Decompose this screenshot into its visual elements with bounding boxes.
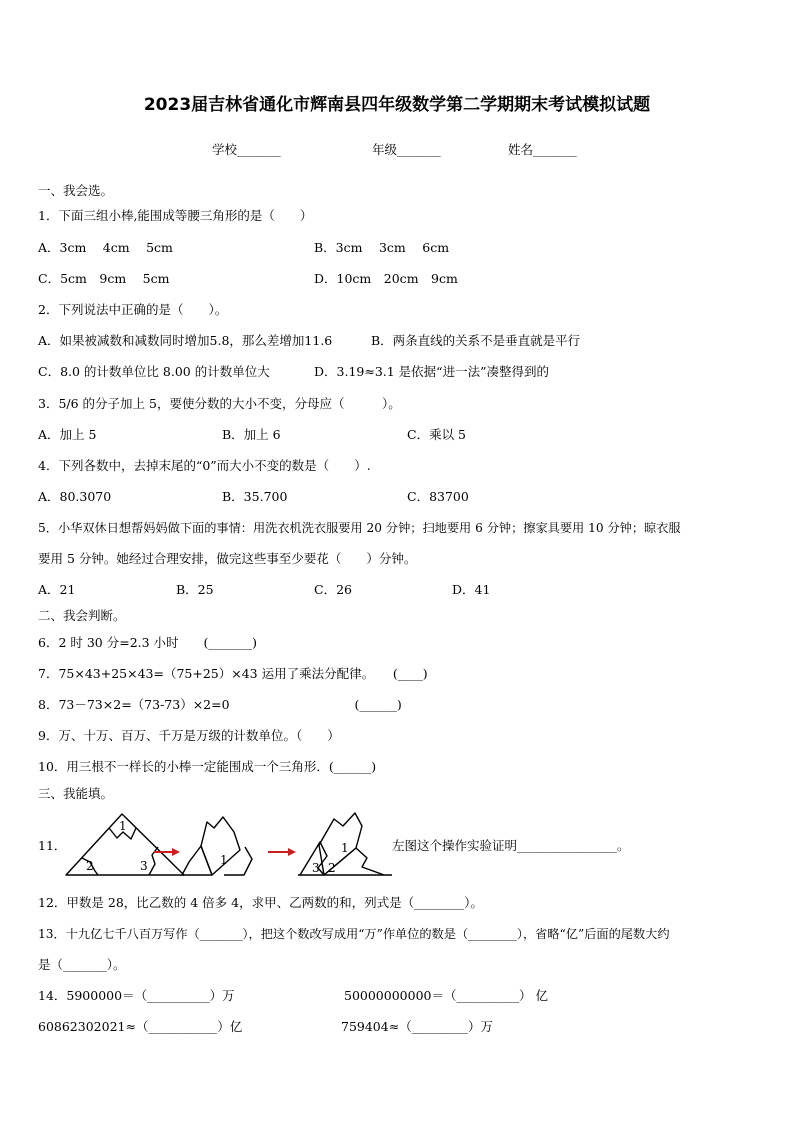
question-9: 9．万、十万、百万、千万是万级的计数单位。（ ） (38, 728, 340, 743)
angle-label-2: 2 (86, 859, 94, 873)
section-heading-fill: 三、我能填。 (38, 786, 114, 801)
question-2-stem: 2．下列说法中正确的是（ ）。 (38, 302, 228, 317)
red-arrow-1-head (172, 848, 180, 856)
question-1-option-b: B．3cm 3cm 6cm (314, 240, 450, 255)
torn-piece-bottom-left (182, 846, 212, 875)
question-4-option-b: B．35.700 (222, 489, 288, 504)
angle-label-3: 3 (140, 859, 148, 873)
red-arrow-2-shaft (268, 851, 288, 853)
question-2-option-a: A．如果被减数和减数同时增加5.8，那么差增加11.6 (38, 333, 333, 348)
question-5-option-b: B．25 (176, 582, 214, 597)
school-field: 学校_______ (212, 142, 281, 157)
question-11-number: 11． (38, 838, 67, 853)
question-7: 7．75×43+25×43=（75+25）×43 运用了乘法分配律。 (____) (38, 666, 428, 681)
angle-label-1-b: 1 (220, 853, 228, 867)
question-4-option-c: C．83700 (407, 489, 469, 504)
question-2-option-c: C．8.0 的计数单位比 8.00 的计数单位大 (38, 364, 270, 379)
question-6: 6．2 时 30 分=2.3 小时 (_______) (38, 635, 258, 650)
angle-label-3-c: 3 (312, 861, 320, 875)
red-arrow-1-shaft (154, 851, 172, 853)
question-5-option-d: D．41 (452, 582, 491, 597)
question-2-option-d: D．3.19≈3.1 是依据“进一法”凑整得到的 (314, 364, 549, 379)
question-14-part-b: 50000000000＝（__________） 亿 (344, 988, 548, 1003)
question-11-text: 左图这个操作实验证明________________。 (392, 838, 630, 853)
name-field: 姓名_______ (508, 142, 577, 157)
question-1-option-a: A．3cm 4cm 5cm (38, 240, 173, 255)
angle-label-1-c: 1 (341, 841, 349, 855)
question-4-stem: 4．下列各数中，去掉末尾的“0”而大小不变的数是（ ）. (38, 458, 371, 473)
question-5-stem-line1: 5．小华双休日想帮妈妈做下面的事情：用洗衣机洗衣服要用 20 分钟；扫地要用 6 分钟；擦家具要用 10 分钟；晾衣服 (38, 521, 681, 535)
angle-label-1: 1 (119, 819, 127, 833)
question-13-line1: 13．十九亿七千八百万写作（_______），把这个数改写成用“万”作单位的数是（________），省略“亿”后面的尾数大约 (38, 927, 670, 941)
section-heading-choose: 一、我会选。 (38, 183, 114, 198)
grade-field: 年级_______ (372, 142, 441, 157)
question-3-stem: 3．5/6 的分子加上 5，要使分数的大小不变，分母应（ ）。 (38, 396, 401, 411)
question-8: 8．73－73×2=（73-73）×2=0 (______) (38, 697, 402, 712)
question-5-option-c: C．26 (314, 582, 352, 597)
angle-label-2-c: 2 (328, 861, 336, 875)
question-14-part-c: 60862302021≈（___________）亿 (38, 1019, 243, 1034)
question-2-option-b: B．两条直线的关系不是垂直就是平行 (371, 333, 581, 348)
question-5-option-a: A．21 (38, 582, 76, 597)
question-12: 12．甲数是 28，比乙数的 4 倍多 4，求甲、乙两数的和，列式是（________）。 (38, 895, 483, 910)
question-10: 10．用三根不一样长的小棒一定能围成一个三角形．(______) (38, 759, 377, 774)
question-4-option-a: A．80.3070 (38, 489, 112, 504)
question-3-option-b: B．加上 6 (222, 427, 281, 442)
triangle-angle-experiment-figure (62, 812, 394, 878)
section-heading-judge: 二、我会判断。 (38, 608, 126, 623)
question-5-stem-line2: 要用 5 分钟。她经过合理安排，做完这些事至少要花（ ）分钟。 (38, 551, 417, 566)
page-title: 2023届吉林省通化市辉南县四年级数学第二学期期末考试模拟试题 (143, 95, 651, 115)
question-1-option-d: D．10cm 20cm 9cm (314, 271, 458, 286)
question-14-part-a: 14．5900000＝（__________）万 (38, 988, 235, 1003)
question-13-line2: 是（_______）。 (38, 957, 126, 972)
question-14-part-d: 759404≈（_________）万 (341, 1019, 493, 1034)
question-1-stem: 1．下面三组小棒,能围成等腰三角形的是（ ） (38, 208, 313, 223)
question-3-option-c: C．乘以 5 (407, 427, 466, 442)
question-1-option-c: C．5cm 9cm 5cm (38, 271, 170, 286)
question-3-option-a: A．加上 5 (38, 427, 97, 442)
red-arrow-2-head (288, 848, 296, 856)
